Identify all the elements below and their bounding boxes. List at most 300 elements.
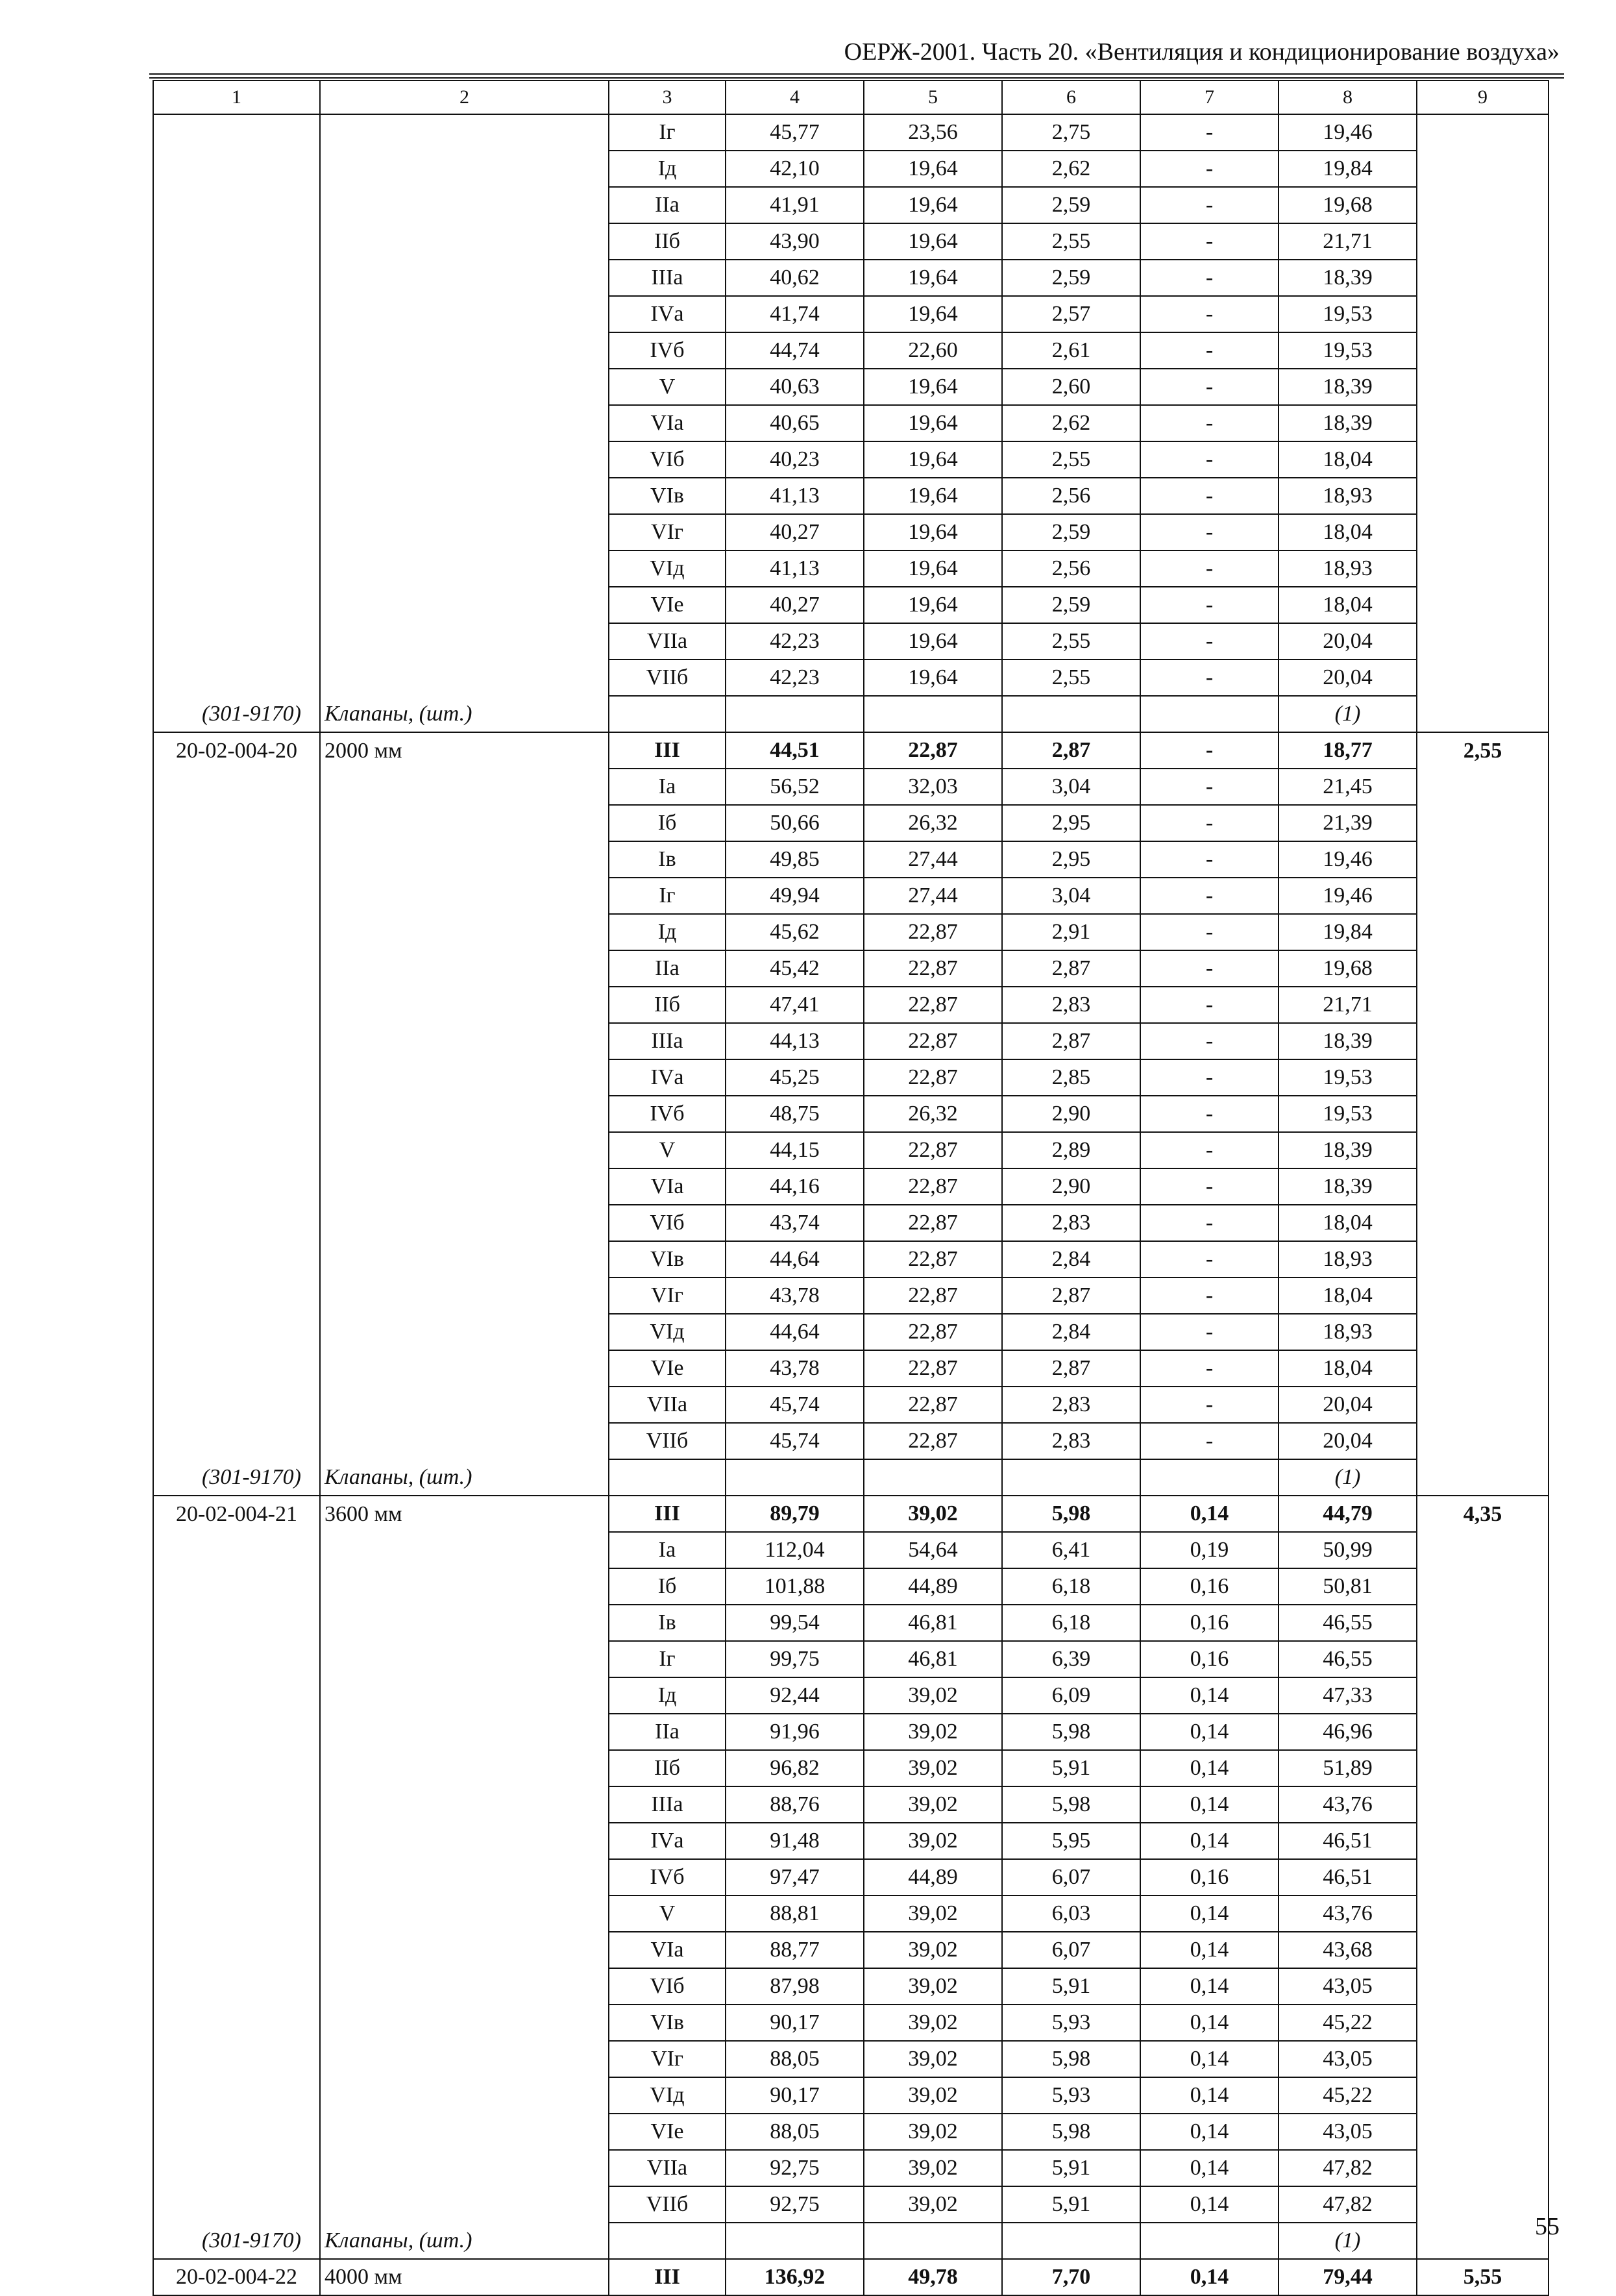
labor-cost-cell: 22,60 (864, 332, 1002, 369)
materials-cost-cell: 18,93 (1279, 550, 1417, 587)
machine-cost-cell: 6,18 (1002, 1605, 1140, 1641)
code-cell (153, 1641, 320, 1677)
machine-cost-cell: 5,91 (1002, 1750, 1140, 1786)
machine-cost-cell: 2,84 (1002, 1314, 1140, 1350)
column-number: 9 (1417, 80, 1549, 114)
name-cell: Клапаны, (шт.) (320, 696, 609, 732)
labor-cost-cell: 22,87 (864, 1168, 1002, 1205)
zone-cell: Iв (609, 1605, 726, 1641)
name-cell: 2000 мм (320, 732, 609, 769)
labor-cost-cell: 39,02 (864, 1786, 1002, 1823)
name-cell (320, 2077, 609, 2114)
zone-cell: VIIа (609, 1387, 726, 1423)
materials-cost-cell: 20,04 (1279, 1423, 1417, 1459)
zone-cell: VIе (609, 587, 726, 623)
table-row (153, 2186, 1549, 2223)
table-row (153, 1895, 1549, 1932)
code-cell (153, 2186, 320, 2223)
machine-cost-cell: 2,55 (1002, 223, 1140, 260)
driver-pay-cell: - (1140, 769, 1279, 805)
code-cell (153, 1968, 320, 2005)
materials-cost-cell: 19,46 (1279, 114, 1417, 151)
name-cell (320, 769, 609, 805)
driver-pay-cell: - (1140, 1168, 1279, 1205)
table-row (153, 587, 1549, 623)
labor-hours-cell (1417, 1932, 1549, 1968)
code-cell (153, 441, 320, 478)
labor-cost-cell: 22,87 (864, 1387, 1002, 1423)
driver-pay-cell: 0,14 (1140, 1932, 1279, 1968)
zone-cell: Iд (609, 151, 726, 187)
table-row (153, 1750, 1549, 1786)
labor-hours-cell (1417, 914, 1549, 950)
materials-cost-cell: 19,84 (1279, 151, 1417, 187)
name-cell (320, 1714, 609, 1750)
machine-cost-cell (1002, 696, 1140, 732)
table-row (153, 550, 1549, 587)
materials-cost-cell: 18,77 (1279, 732, 1417, 769)
driver-pay-cell: - (1140, 1132, 1279, 1168)
materials-cost-cell: 19,84 (1279, 914, 1417, 950)
materials-cost-cell: 46,55 (1279, 1605, 1417, 1641)
labor-hours-cell (1417, 1096, 1549, 1132)
materials-cost-cell: 50,81 (1279, 1568, 1417, 1605)
table-row (153, 623, 1549, 660)
code-cell (153, 987, 320, 1023)
materials-cost-cell: 45,22 (1279, 2077, 1417, 2114)
table-row (153, 1641, 1549, 1677)
total-cost-cell: 40,65 (726, 405, 864, 441)
labor-cost-cell: 22,87 (864, 1023, 1002, 1059)
zone-cell: VIб (609, 1205, 726, 1241)
labor-cost-cell: 22,87 (864, 1423, 1002, 1459)
zone-cell: III (609, 732, 726, 769)
code-cell (153, 332, 320, 369)
zone-cell: Iб (609, 805, 726, 841)
zone-cell: IIб (609, 1750, 726, 1786)
materials-cost-cell: 19,53 (1279, 1059, 1417, 1096)
materials-cost-cell: 21,45 (1279, 769, 1417, 805)
total-cost-cell: 88,05 (726, 2041, 864, 2077)
table-row-note (153, 2223, 1549, 2259)
labor-cost-cell: 39,02 (864, 2114, 1002, 2150)
table-row (153, 1168, 1549, 1205)
table-row (153, 2005, 1549, 2041)
labor-cost-cell: 26,32 (864, 1096, 1002, 1132)
zone-cell: VIд (609, 2077, 726, 2114)
materials-cost-cell: 46,96 (1279, 1714, 1417, 1750)
code-cell (153, 769, 320, 805)
name-cell (320, 1278, 609, 1314)
driver-pay-cell: - (1140, 950, 1279, 987)
table-row (153, 187, 1549, 223)
driver-pay-cell: 0,14 (1140, 1677, 1279, 1714)
labor-cost-cell: 39,02 (864, 1750, 1002, 1786)
labor-cost-cell: 22,87 (864, 1278, 1002, 1314)
code-cell (153, 478, 320, 514)
labor-hours-cell (1417, 2186, 1549, 2223)
labor-hours-cell (1417, 1641, 1549, 1677)
driver-pay-cell: - (1140, 1023, 1279, 1059)
driver-pay-cell: 0,14 (1140, 2077, 1279, 2114)
labor-hours-cell (1417, 2005, 1549, 2041)
driver-pay-cell: - (1140, 550, 1279, 587)
labor-cost-cell: 19,64 (864, 369, 1002, 405)
header-rule (149, 77, 1564, 79)
materials-cost-cell: 18,39 (1279, 1132, 1417, 1168)
name-cell: 4000 мм (320, 2259, 609, 2295)
driver-pay-cell: 0,14 (1140, 2259, 1279, 2295)
labor-cost-cell: 19,64 (864, 550, 1002, 587)
driver-pay-cell: 0,19 (1140, 1532, 1279, 1568)
zone-cell: Iг (609, 1641, 726, 1677)
table-body (153, 114, 1549, 2295)
machine-cost-cell: 2,84 (1002, 1241, 1140, 1278)
driver-pay-cell: 0,14 (1140, 2186, 1279, 2223)
labor-hours-cell (1417, 405, 1549, 441)
driver-pay-cell: 0,16 (1140, 1859, 1279, 1895)
total-cost-cell: 45,25 (726, 1059, 864, 1096)
labor-hours-cell (1417, 369, 1549, 405)
header-rule (149, 73, 1564, 75)
driver-pay-cell: - (1140, 587, 1279, 623)
zone-cell: Iд (609, 914, 726, 950)
machine-cost-cell: 2,62 (1002, 405, 1140, 441)
total-cost-cell: 88,81 (726, 1895, 864, 1932)
labor-cost-cell: 22,87 (864, 1241, 1002, 1278)
machine-cost-cell: 2,87 (1002, 1023, 1140, 1059)
machine-cost-cell: 2,56 (1002, 478, 1140, 514)
table-row (153, 841, 1549, 878)
name-cell (320, 1096, 609, 1132)
table-row (153, 1932, 1549, 1968)
machine-cost-cell: 5,91 (1002, 2150, 1140, 2186)
total-cost-cell: 44,16 (726, 1168, 864, 1205)
driver-pay-cell: - (1140, 260, 1279, 296)
materials-cost-cell: 46,51 (1279, 1859, 1417, 1895)
machine-cost-cell: 2,61 (1002, 332, 1140, 369)
total-cost-cell: 101,88 (726, 1568, 864, 1605)
labor-hours-cell (1417, 1350, 1549, 1387)
materials-cost-cell: 19,53 (1279, 296, 1417, 332)
materials-cost-cell: 20,04 (1279, 1387, 1417, 1423)
zone-cell: IIIа (609, 1786, 726, 1823)
total-cost-cell: 92,75 (726, 2150, 864, 2186)
name-cell (320, 296, 609, 332)
materials-cost-cell: 18,39 (1279, 405, 1417, 441)
table-row (153, 332, 1549, 369)
labor-cost-cell: 19,64 (864, 296, 1002, 332)
code-cell (153, 514, 320, 550)
materials-cost-cell: 50,99 (1279, 1532, 1417, 1568)
total-cost-cell: 91,96 (726, 1714, 864, 1750)
name-cell (320, 914, 609, 950)
table-row (153, 914, 1549, 950)
materials-cost-cell: 46,55 (1279, 1641, 1417, 1677)
materials-cost-cell: 18,39 (1279, 1023, 1417, 1059)
total-cost-cell: 40,27 (726, 587, 864, 623)
code-cell (153, 223, 320, 260)
code-cell (153, 1859, 320, 1895)
code-cell (153, 2005, 320, 2041)
column-number: 6 (1002, 80, 1140, 114)
zone-cell: V (609, 369, 726, 405)
labor-cost-cell: 19,64 (864, 441, 1002, 478)
code-cell (153, 914, 320, 950)
labor-cost-cell: 19,64 (864, 405, 1002, 441)
materials-cost-cell: 18,39 (1279, 260, 1417, 296)
total-cost-cell: 49,94 (726, 878, 864, 914)
labor-hours-cell (1417, 1568, 1549, 1605)
code-cell (153, 1714, 320, 1750)
total-cost-cell: 87,98 (726, 1968, 864, 2005)
code-cell (153, 2114, 320, 2150)
total-cost-cell: 42,23 (726, 623, 864, 660)
machine-cost-cell: 2,95 (1002, 805, 1140, 841)
labor-hours-cell: 2,55 (1417, 732, 1549, 769)
labor-hours-cell (1417, 223, 1549, 260)
column-number: 3 (609, 80, 726, 114)
name-cell (320, 660, 609, 696)
machine-cost-cell: 6,39 (1002, 1641, 1140, 1677)
driver-pay-cell: - (1140, 1241, 1279, 1278)
zone-cell: Iб (609, 1568, 726, 1605)
zone-cell: IIб (609, 223, 726, 260)
code-cell (153, 550, 320, 587)
zone-cell: V (609, 1132, 726, 1168)
machine-cost-cell: 2,59 (1002, 260, 1140, 296)
driver-pay-cell: - (1140, 841, 1279, 878)
zone-cell: IIIа (609, 1023, 726, 1059)
name-cell (320, 587, 609, 623)
name-cell (320, 2186, 609, 2223)
column-number: 2 (320, 80, 609, 114)
zone-cell: VIв (609, 2005, 726, 2041)
driver-pay-cell: 0,16 (1140, 1641, 1279, 1677)
driver-pay-cell: - (1140, 514, 1279, 550)
machine-cost-cell: 7,70 (1002, 2259, 1140, 2295)
table-row (153, 369, 1549, 405)
name-cell (320, 514, 609, 550)
total-cost-cell: 89,79 (726, 1496, 864, 1532)
zone-cell: IVб (609, 332, 726, 369)
table-row (153, 441, 1549, 478)
zone-cell (609, 2223, 726, 2259)
code-cell (153, 296, 320, 332)
labor-cost-cell: 19,64 (864, 223, 1002, 260)
materials-cost-cell: 18,04 (1279, 1205, 1417, 1241)
name-cell (320, 878, 609, 914)
labor-hours-cell (1417, 296, 1549, 332)
name-cell (320, 1823, 609, 1859)
table-row (153, 2150, 1549, 2186)
code-cell (153, 1278, 320, 1314)
table-row (153, 1132, 1549, 1168)
driver-pay-cell: 0,14 (1140, 2005, 1279, 2041)
machine-cost-cell: 2,59 (1002, 187, 1140, 223)
zone-cell: VIа (609, 1168, 726, 1205)
name-cell (320, 1023, 609, 1059)
name-cell (320, 223, 609, 260)
code-cell (153, 878, 320, 914)
materials-cost-cell: 20,04 (1279, 660, 1417, 696)
total-cost-cell: 99,54 (726, 1605, 864, 1641)
labor-hours-cell (1417, 1532, 1549, 1568)
machine-cost-cell (1002, 2223, 1140, 2259)
materials-cost-cell: 18,04 (1279, 441, 1417, 478)
name-cell (320, 1387, 609, 1423)
code-cell (153, 1205, 320, 1241)
driver-pay-cell: - (1140, 405, 1279, 441)
labor-hours-cell (1417, 1786, 1549, 1823)
driver-pay-cell: 0,14 (1140, 1823, 1279, 1859)
machine-cost-cell: 5,98 (1002, 1786, 1140, 1823)
total-cost-cell: 40,27 (726, 514, 864, 550)
labor-cost-cell: 39,02 (864, 2150, 1002, 2186)
zone-cell: VIIб (609, 2186, 726, 2223)
total-cost-cell: 40,23 (726, 441, 864, 478)
materials-cost-cell: 43,05 (1279, 1968, 1417, 2005)
code-cell: (301-9170) (153, 696, 320, 732)
labor-hours-cell (1417, 1132, 1549, 1168)
labor-cost-cell: 19,64 (864, 587, 1002, 623)
materials-cost-cell: 47,82 (1279, 2150, 1417, 2186)
labor-hours-cell (1417, 623, 1549, 660)
name-cell (320, 332, 609, 369)
machine-cost-cell: 5,98 (1002, 2041, 1140, 2077)
total-cost-cell: 41,74 (726, 296, 864, 332)
name-cell (320, 151, 609, 187)
zone-cell: VIа (609, 1932, 726, 1968)
code-cell (153, 1387, 320, 1423)
name-cell (320, 1859, 609, 1895)
zone-cell: IIIа (609, 260, 726, 296)
machine-cost-cell (1002, 1459, 1140, 1496)
total-cost-cell: 97,47 (726, 1859, 864, 1895)
materials-cost-cell: 47,82 (1279, 2186, 1417, 2223)
driver-pay-cell: 0,14 (1140, 2114, 1279, 2150)
code-cell (153, 1132, 320, 1168)
zone-cell: Iг (609, 878, 726, 914)
column-number: 4 (726, 80, 864, 114)
code-cell (153, 1423, 320, 1459)
code-cell (153, 1314, 320, 1350)
zone-cell: Iг (609, 114, 726, 151)
table-row (153, 114, 1549, 151)
materials-cost-cell: 43,76 (1279, 1786, 1417, 1823)
total-cost-cell: 44,13 (726, 1023, 864, 1059)
materials-cost-cell: 18,04 (1279, 1278, 1417, 1314)
machine-cost-cell: 2,83 (1002, 1423, 1140, 1459)
labor-hours-cell (1417, 1677, 1549, 1714)
name-cell (320, 841, 609, 878)
code-cell (153, 1023, 320, 1059)
code-cell (153, 660, 320, 696)
name-cell (320, 1750, 609, 1786)
name-cell (320, 1968, 609, 2005)
code-cell (153, 2077, 320, 2114)
zone-cell: VIг (609, 514, 726, 550)
labor-cost-cell: 19,64 (864, 660, 1002, 696)
zone-cell: VIв (609, 1241, 726, 1278)
table-row (153, 1532, 1549, 1568)
name-cell (320, 441, 609, 478)
total-cost-cell: 44,74 (726, 332, 864, 369)
code-cell (153, 587, 320, 623)
name-cell (320, 1314, 609, 1350)
labor-cost-cell: 22,87 (864, 1314, 1002, 1350)
zone-cell: VIг (609, 1278, 726, 1314)
labor-hours-cell (1417, 1823, 1549, 1859)
table-row (153, 1568, 1549, 1605)
zone-cell: VIIа (609, 623, 726, 660)
total-cost-cell: 40,63 (726, 369, 864, 405)
materials-cost-cell: 43,68 (1279, 1932, 1417, 1968)
labor-hours-cell (1417, 550, 1549, 587)
materials-cost-cell: 18,93 (1279, 1241, 1417, 1278)
total-cost-cell: 56,52 (726, 769, 864, 805)
machine-cost-cell: 2,56 (1002, 550, 1140, 587)
labor-hours-cell (1417, 1895, 1549, 1932)
total-cost-cell: 49,85 (726, 841, 864, 878)
machine-cost-cell: 6,09 (1002, 1677, 1140, 1714)
labor-cost-cell: 22,87 (864, 732, 1002, 769)
machine-cost-cell: 2,83 (1002, 987, 1140, 1023)
name-cell (320, 2114, 609, 2150)
zone-cell: IVа (609, 296, 726, 332)
total-cost-cell: 88,77 (726, 1932, 864, 1968)
materials-cost-cell: 18,04 (1279, 1350, 1417, 1387)
name-cell: Клапаны, (шт.) (320, 1459, 609, 1496)
labor-cost-cell: 22,87 (864, 950, 1002, 987)
labor-hours-cell (1417, 1968, 1549, 2005)
machine-cost-cell: 5,93 (1002, 2077, 1140, 2114)
table-row-note (153, 696, 1549, 732)
labor-hours-cell (1417, 2041, 1549, 2077)
labor-cost-cell: 39,02 (864, 1677, 1002, 1714)
labor-cost-cell: 39,02 (864, 1496, 1002, 1532)
zone-cell: VIа (609, 405, 726, 441)
code-cell (153, 1605, 320, 1641)
total-cost-cell: 45,62 (726, 914, 864, 950)
materials-cost-cell: 18,04 (1279, 514, 1417, 550)
page-number: 55 (1535, 2213, 1560, 2240)
name-cell (320, 1677, 609, 1714)
driver-pay-cell: - (1140, 1387, 1279, 1423)
zone-cell: IVб (609, 1096, 726, 1132)
table-row (153, 1423, 1549, 1459)
table-row (153, 987, 1549, 1023)
driver-pay-cell: 0,16 (1140, 1605, 1279, 1641)
materials-cost-cell: 20,04 (1279, 623, 1417, 660)
name-cell (320, 1568, 609, 1605)
machine-cost-cell: 3,04 (1002, 769, 1140, 805)
labor-hours-cell (1417, 587, 1549, 623)
machine-cost-cell: 2,57 (1002, 296, 1140, 332)
total-cost-cell (726, 1459, 864, 1496)
machine-cost-cell: 3,04 (1002, 878, 1140, 914)
labor-cost-cell: 39,02 (864, 1968, 1002, 2005)
total-cost-cell: 41,13 (726, 550, 864, 587)
materials-cost-cell: 19,53 (1279, 1096, 1417, 1132)
table-row (153, 1278, 1549, 1314)
code-cell: 20-02-004-22 (153, 2259, 320, 2295)
code-cell (153, 405, 320, 441)
total-cost-cell: 88,76 (726, 1786, 864, 1823)
column-number: 7 (1140, 80, 1279, 114)
code-cell (153, 1750, 320, 1786)
table-row (153, 1205, 1549, 1241)
